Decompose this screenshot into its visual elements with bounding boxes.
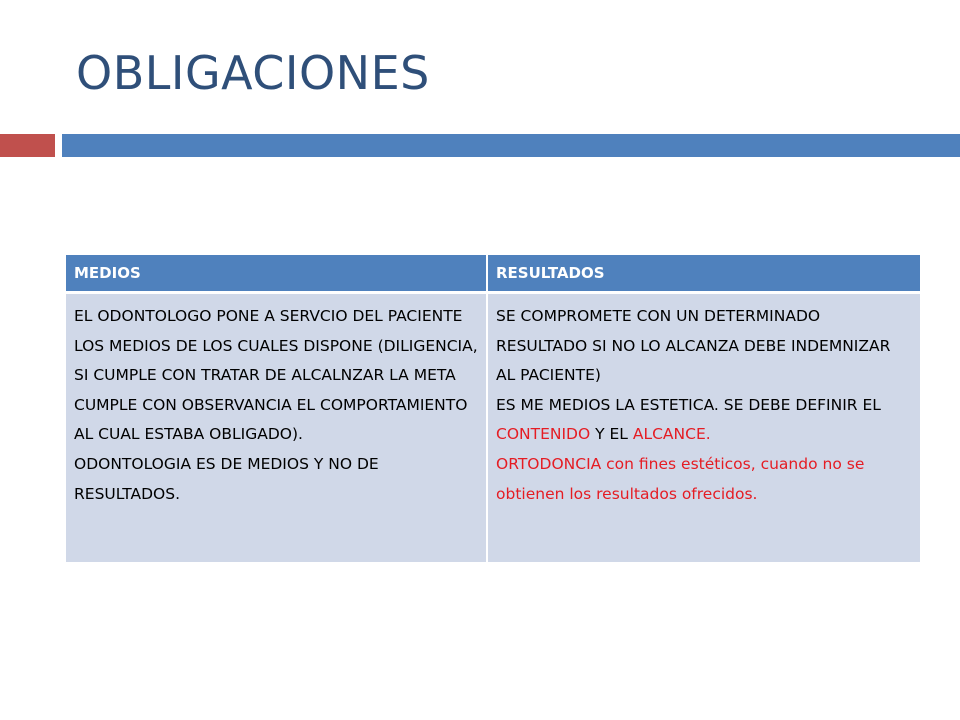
- header-resultados: RESULTADOS: [496, 264, 605, 282]
- resultados-paragraph-ortodoncia: ORTODONCIA con fines estéticos, cuando no se obtienen los resultados ofrecidos.: [496, 454, 865, 503]
- medios-paragraph-2: ODONTOLOGIA ES DE MEDIOS Y NO DE RESULTADOS.: [74, 454, 379, 503]
- resultados-paragraph-2: [496, 391, 912, 450]
- resultados-text-a: ES ME MEDIOS LA ESTETICA. SE DEBE DEFINIR EL: [496, 395, 881, 414]
- highlight-contenido: CONTENIDO: [496, 425, 591, 444]
- accent-bar-red: [0, 134, 55, 157]
- highlight-alcance: ALCANCE.: [632, 425, 711, 444]
- cell-resultados: [488, 294, 920, 562]
- cell-medios: [66, 294, 488, 562]
- slide-title: OBLIGACIONES: [76, 46, 430, 100]
- resultados-paragraph-1: SE COMPROMETE CON UN DETERMINADO RESULTADO SI NO LO ALCANZA DEBE INDEMNIZAR AL PACIENTE): [496, 307, 891, 385]
- header-medios: MEDIOS: [66, 255, 488, 291]
- table-header-row: [66, 255, 920, 291]
- medios-paragraph-1: EL ODONTOLOGO PONE A SERVCIO DEL PACIENTE LOS MEDIOS DE LOS CUALES DISPONE (DILIGENCIA, SI CUMPLE CON TRATAR DE ALCALNZAR LA META CUMPLE CON OBSERVANCIA EL COMPORTAMIENTO AL CUAL ESTABA OBLIGADO).: [74, 307, 478, 444]
- resultados-text-b: Y EL: [590, 425, 633, 444]
- accent-bar-blue: [62, 134, 960, 157]
- table-row: [66, 291, 920, 562]
- obligations-table: [66, 255, 920, 562]
